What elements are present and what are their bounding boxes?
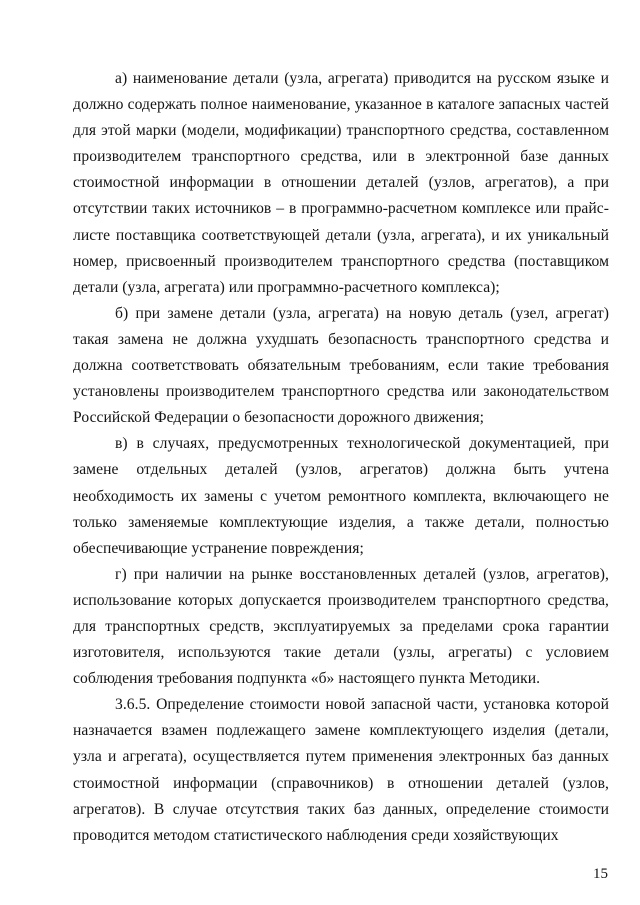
paragraph-item-b: б) при замене детали (узла, агрегата) на новую деталь (узел, агрегат) такая замена не должна ухудшать безопасность транспортного средства и должна соответствовать обязательным требованиям, если такие требования установлены производителем транспортного средства или законодательством Российской Федерации о безопасности дорожного движения;	[73, 304, 609, 427]
paragraph-section-3-6-5: 3.6.5. Определение стоимости новой запасной части, установка которой назначается взамен подлежащего замене комплектующего изделия (детали, узла и агрегата), осуществляется путем применения электронных баз данных стоимостной информации (справочников) в отношении деталей (узлов, агрегатов). В случае отсутствия таких баз данных, определение стоимости проводится методом статистического наблюдения среди хозяйствующих	[73, 696, 609, 844]
paragraph-item-a: а) наименование детали (узла, агрегата) приводится на русском языке и должно содержать полное наименование, указанное в каталоге запасных частей для этой марки (модели, модификации) транспортного средства, составленном производителем транспортного средства, или в электронной базе данных стоимостной информации в отношении деталей (узлов, агрегатов), а при отсутствии таких источников – в программно-расчетном комплексе или прайс-листе поставщика соответствующей детали (узла, агрегата), и их уникальный номер, присвоенный производителем транспортного средства (поставщиком детали (узла, агрегата) или программно-расчетного комплекса);	[73, 70, 609, 296]
document-body	[73, 66, 609, 849]
paragraph-item-g: г) при наличии на рынке восстановленных деталей (узлов, агрегатов), использование которых допускается производителем транспортного средства, для транспортных средств, эксплуатируемых за пределами срока гарантии изготовителя, используются такие детали (узлы, агрегаты) с условием соблюдения требования подпункта «б» настоящего пункта Методики.	[73, 565, 609, 688]
paragraph-item-v: в) в случаях, предусмотренных технологической документацией, при замене отдельных деталей (узлов, агрегатов) должна быть учтена необходимость их замены с учетом ремонтного комплекта, включающего не только заменяемые комплектующие изделия, а также детали, полностью обеспечивающие устранение повреждения;	[73, 435, 609, 557]
page-number: 15	[593, 866, 608, 882]
